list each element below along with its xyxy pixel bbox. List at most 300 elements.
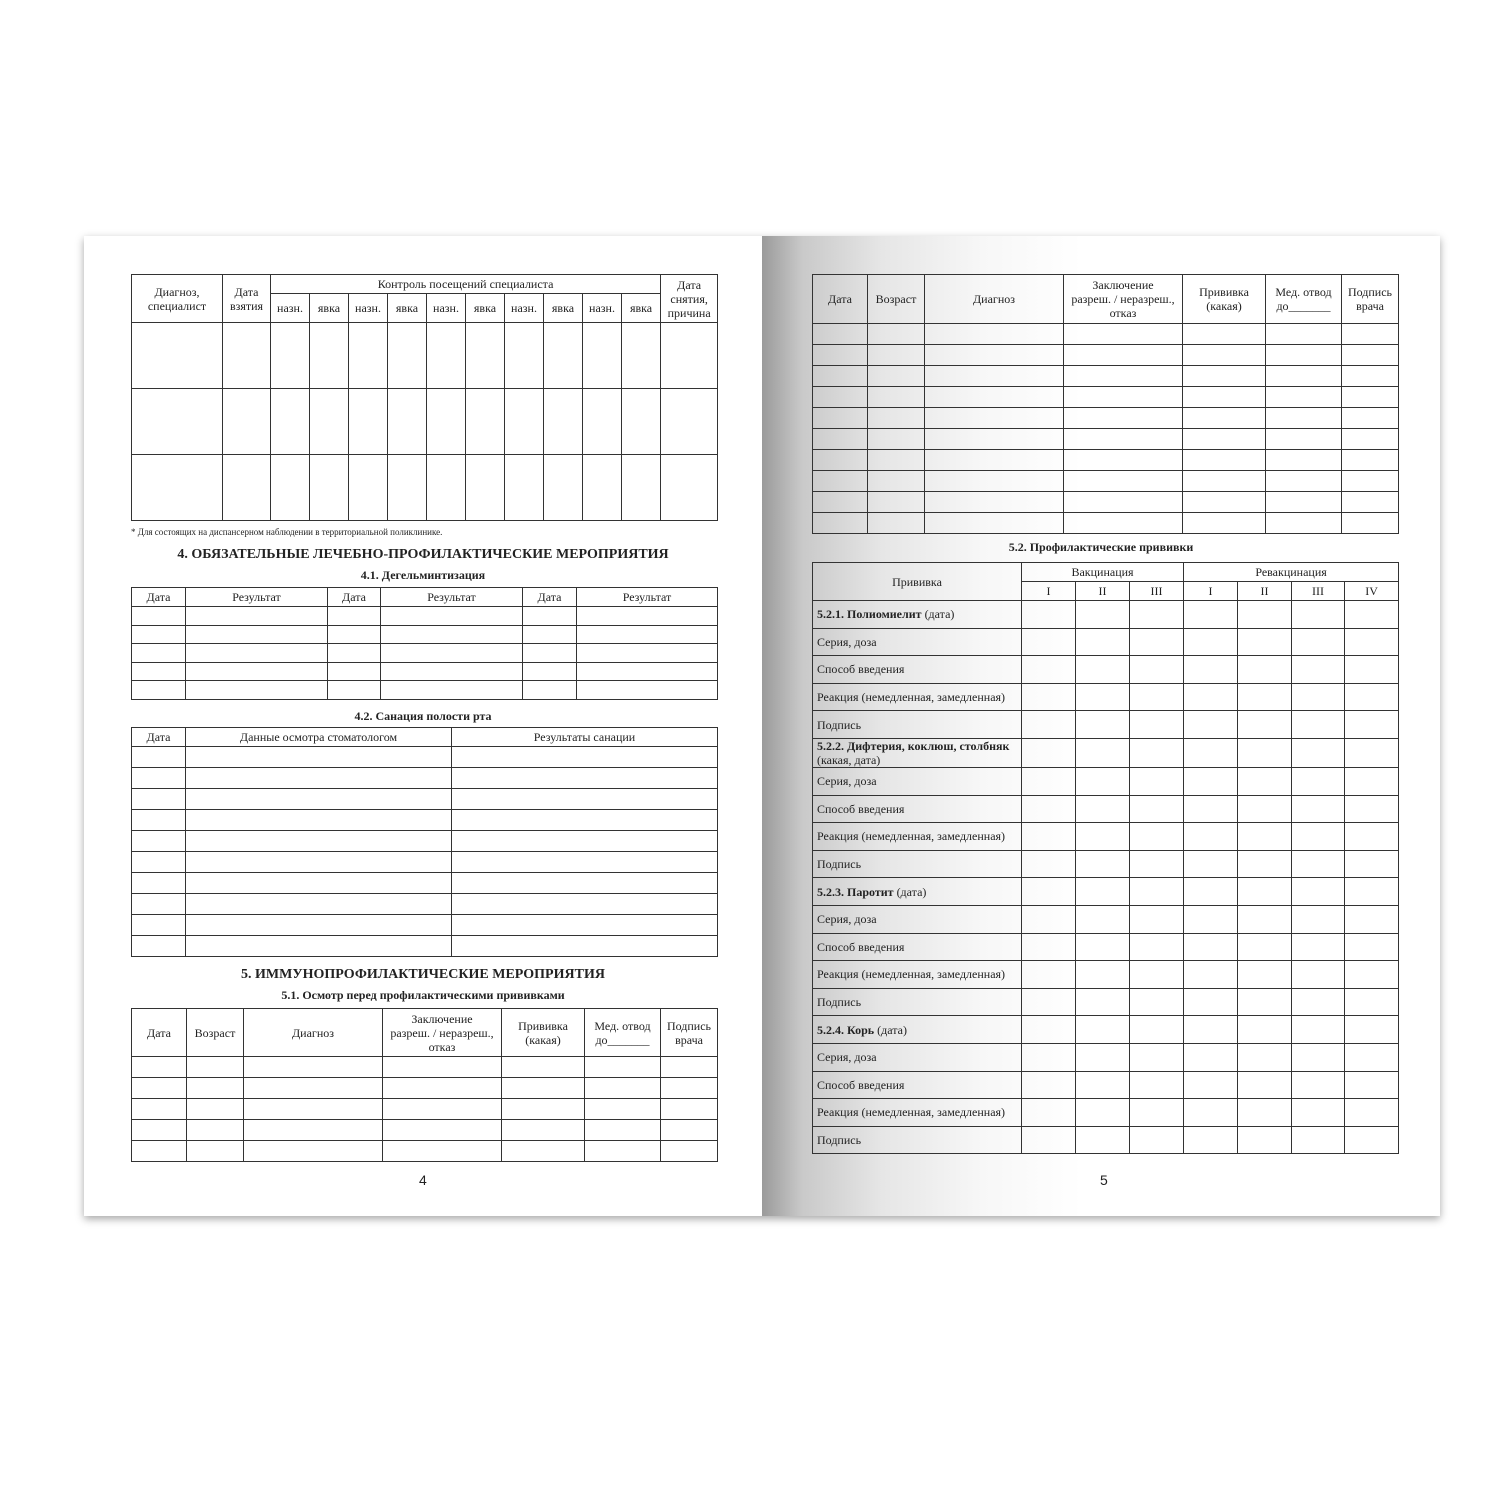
empty-cell[interactable] — [1292, 850, 1345, 878]
empty-cell[interactable] — [1342, 492, 1399, 513]
empty-cell[interactable] — [1076, 1126, 1130, 1154]
empty-cell[interactable] — [186, 607, 328, 626]
empty-cell[interactable] — [132, 1078, 187, 1099]
empty-cell[interactable] — [244, 1057, 383, 1078]
empty-cell[interactable] — [1022, 795, 1076, 823]
empty-cell[interactable] — [186, 831, 452, 852]
empty-cell[interactable] — [1076, 823, 1130, 851]
empty-cell[interactable] — [1292, 711, 1345, 739]
empty-cell[interactable] — [813, 513, 868, 534]
empty-cell[interactable] — [1345, 961, 1399, 989]
empty-cell[interactable] — [1345, 1071, 1399, 1099]
empty-cell[interactable] — [452, 894, 718, 915]
empty-cell[interactable] — [577, 681, 718, 700]
empty-cell[interactable] — [187, 1078, 244, 1099]
empty-cell[interactable] — [1266, 429, 1342, 450]
empty-cell[interactable] — [1342, 387, 1399, 408]
empty-cell[interactable] — [132, 810, 186, 831]
empty-cell[interactable] — [1345, 738, 1399, 767]
empty-cell[interactable] — [132, 852, 186, 873]
empty-cell[interactable] — [1266, 492, 1342, 513]
empty-cell[interactable] — [1345, 683, 1399, 711]
empty-cell[interactable] — [813, 450, 868, 471]
empty-cell[interactable] — [502, 1099, 585, 1120]
empty-cell[interactable] — [1130, 711, 1184, 739]
empty-cell[interactable] — [383, 1078, 502, 1099]
empty-cell[interactable] — [452, 810, 718, 831]
empty-cell[interactable] — [1064, 345, 1183, 366]
empty-cell[interactable] — [466, 389, 505, 455]
empty-cell[interactable] — [1345, 795, 1399, 823]
empty-cell[interactable] — [452, 873, 718, 894]
empty-cell[interactable] — [381, 607, 523, 626]
empty-cell[interactable] — [1342, 471, 1399, 492]
empty-cell[interactable] — [502, 1057, 585, 1078]
empty-cell[interactable] — [1130, 823, 1184, 851]
empty-cell[interactable] — [132, 894, 186, 915]
empty-cell[interactable] — [1022, 1126, 1076, 1154]
empty-cell[interactable] — [813, 366, 868, 387]
empty-cell[interactable] — [1184, 767, 1238, 795]
empty-cell[interactable] — [1292, 795, 1345, 823]
empty-cell[interactable] — [544, 455, 583, 521]
empty-cell[interactable] — [1292, 905, 1345, 933]
empty-cell[interactable] — [1064, 366, 1183, 387]
empty-cell[interactable] — [1022, 878, 1076, 906]
empty-cell[interactable] — [813, 471, 868, 492]
empty-cell[interactable] — [1292, 628, 1345, 656]
empty-cell[interactable] — [132, 323, 223, 389]
empty-cell[interactable] — [132, 1120, 187, 1141]
empty-cell[interactable] — [1022, 1043, 1076, 1071]
empty-cell[interactable] — [1022, 683, 1076, 711]
empty-cell[interactable] — [523, 625, 577, 644]
empty-cell[interactable] — [868, 450, 925, 471]
empty-cell[interactable] — [585, 1078, 661, 1099]
empty-cell[interactable] — [244, 1141, 383, 1162]
empty-cell[interactable] — [1238, 1016, 1292, 1044]
empty-cell[interactable] — [868, 513, 925, 534]
empty-cell[interactable] — [1076, 656, 1130, 684]
empty-cell[interactable] — [1130, 738, 1184, 767]
empty-cell[interactable] — [1076, 683, 1130, 711]
empty-cell[interactable] — [585, 1057, 661, 1078]
empty-cell[interactable] — [813, 345, 868, 366]
empty-cell[interactable] — [132, 662, 186, 681]
empty-cell[interactable] — [1342, 408, 1399, 429]
empty-cell[interactable] — [1238, 656, 1292, 684]
empty-cell[interactable] — [577, 625, 718, 644]
empty-cell[interactable] — [925, 408, 1064, 429]
empty-cell[interactable] — [1292, 767, 1345, 795]
empty-cell[interactable] — [1022, 933, 1076, 961]
empty-cell[interactable] — [186, 915, 452, 936]
empty-cell[interactable] — [502, 1078, 585, 1099]
empty-cell[interactable] — [1184, 988, 1238, 1016]
empty-cell[interactable] — [523, 607, 577, 626]
empty-cell[interactable] — [1022, 961, 1076, 989]
empty-cell[interactable] — [1266, 387, 1342, 408]
empty-cell[interactable] — [1130, 628, 1184, 656]
empty-cell[interactable] — [502, 1141, 585, 1162]
empty-cell[interactable] — [1266, 408, 1342, 429]
empty-cell[interactable] — [1292, 601, 1345, 629]
empty-cell[interactable] — [544, 323, 583, 389]
empty-cell[interactable] — [925, 429, 1064, 450]
empty-cell[interactable] — [1342, 450, 1399, 471]
empty-cell[interactable] — [271, 389, 310, 455]
empty-cell[interactable] — [1184, 656, 1238, 684]
empty-cell[interactable] — [523, 644, 577, 663]
empty-cell[interactable] — [381, 662, 523, 681]
empty-cell[interactable] — [1345, 850, 1399, 878]
empty-cell[interactable] — [661, 1078, 718, 1099]
empty-cell[interactable] — [1076, 878, 1130, 906]
empty-cell[interactable] — [925, 492, 1064, 513]
empty-cell[interactable] — [1292, 683, 1345, 711]
empty-cell[interactable] — [1076, 850, 1130, 878]
empty-cell[interactable] — [466, 323, 505, 389]
empty-cell[interactable] — [583, 389, 622, 455]
empty-cell[interactable] — [310, 455, 349, 521]
empty-cell[interactable] — [661, 389, 718, 455]
empty-cell[interactable] — [1238, 795, 1292, 823]
empty-cell[interactable] — [132, 644, 186, 663]
empty-cell[interactable] — [868, 324, 925, 345]
empty-cell[interactable] — [310, 323, 349, 389]
empty-cell[interactable] — [585, 1099, 661, 1120]
empty-cell[interactable] — [1064, 492, 1183, 513]
empty-cell[interactable] — [1342, 429, 1399, 450]
empty-cell[interactable] — [1184, 1016, 1238, 1044]
empty-cell[interactable] — [1022, 850, 1076, 878]
empty-cell[interactable] — [1238, 988, 1292, 1016]
empty-cell[interactable] — [1292, 1126, 1345, 1154]
empty-cell[interactable] — [1130, 1071, 1184, 1099]
empty-cell[interactable] — [1022, 823, 1076, 851]
empty-cell[interactable] — [1130, 1126, 1184, 1154]
empty-cell[interactable] — [544, 389, 583, 455]
empty-cell[interactable] — [132, 747, 186, 768]
empty-cell[interactable] — [1345, 933, 1399, 961]
empty-cell[interactable] — [925, 324, 1064, 345]
empty-cell[interactable] — [328, 681, 381, 700]
empty-cell[interactable] — [1064, 429, 1183, 450]
empty-cell[interactable] — [388, 455, 427, 521]
empty-cell[interactable] — [452, 789, 718, 810]
empty-cell[interactable] — [244, 1120, 383, 1141]
empty-cell[interactable] — [1076, 711, 1130, 739]
empty-cell[interactable] — [1183, 324, 1266, 345]
empty-cell[interactable] — [132, 1141, 187, 1162]
empty-cell[interactable] — [1266, 324, 1342, 345]
empty-cell[interactable] — [1238, 628, 1292, 656]
empty-cell[interactable] — [1238, 878, 1292, 906]
empty-cell[interactable] — [622, 455, 661, 521]
empty-cell[interactable] — [1184, 1126, 1238, 1154]
empty-cell[interactable] — [452, 852, 718, 873]
empty-cell[interactable] — [132, 625, 186, 644]
empty-cell[interactable] — [1130, 1043, 1184, 1071]
empty-cell[interactable] — [1184, 628, 1238, 656]
empty-cell[interactable] — [381, 625, 523, 644]
empty-cell[interactable] — [349, 455, 388, 521]
empty-cell[interactable] — [1076, 988, 1130, 1016]
empty-cell[interactable] — [186, 625, 328, 644]
empty-cell[interactable] — [427, 455, 466, 521]
empty-cell[interactable] — [1076, 933, 1130, 961]
empty-cell[interactable] — [585, 1141, 661, 1162]
empty-cell[interactable] — [1238, 1099, 1292, 1127]
empty-cell[interactable] — [1064, 471, 1183, 492]
empty-cell[interactable] — [328, 607, 381, 626]
empty-cell[interactable] — [1183, 345, 1266, 366]
empty-cell[interactable] — [505, 389, 544, 455]
empty-cell[interactable] — [1292, 1016, 1345, 1044]
empty-cell[interactable] — [1266, 513, 1342, 534]
empty-cell[interactable] — [1183, 513, 1266, 534]
empty-cell[interactable] — [1184, 878, 1238, 906]
empty-cell[interactable] — [1345, 878, 1399, 906]
empty-cell[interactable] — [1076, 1071, 1130, 1099]
empty-cell[interactable] — [661, 1057, 718, 1078]
empty-cell[interactable] — [187, 1057, 244, 1078]
empty-cell[interactable] — [1345, 601, 1399, 629]
empty-cell[interactable] — [1292, 988, 1345, 1016]
empty-cell[interactable] — [1076, 1016, 1130, 1044]
empty-cell[interactable] — [1238, 1071, 1292, 1099]
empty-cell[interactable] — [1183, 366, 1266, 387]
empty-cell[interactable] — [502, 1120, 585, 1141]
empty-cell[interactable] — [132, 1099, 187, 1120]
empty-cell[interactable] — [186, 936, 452, 957]
empty-cell[interactable] — [661, 1099, 718, 1120]
empty-cell[interactable] — [661, 323, 718, 389]
empty-cell[interactable] — [186, 894, 452, 915]
empty-cell[interactable] — [132, 607, 186, 626]
empty-cell[interactable] — [1292, 933, 1345, 961]
empty-cell[interactable] — [1292, 961, 1345, 989]
empty-cell[interactable] — [813, 429, 868, 450]
empty-cell[interactable] — [1238, 767, 1292, 795]
empty-cell[interactable] — [186, 789, 452, 810]
empty-cell[interactable] — [187, 1141, 244, 1162]
empty-cell[interactable] — [1076, 1099, 1130, 1127]
empty-cell[interactable] — [1130, 905, 1184, 933]
empty-cell[interactable] — [505, 455, 544, 521]
empty-cell[interactable] — [1345, 1016, 1399, 1044]
empty-cell[interactable] — [813, 324, 868, 345]
empty-cell[interactable] — [1238, 1043, 1292, 1071]
empty-cell[interactable] — [868, 366, 925, 387]
empty-cell[interactable] — [523, 662, 577, 681]
empty-cell[interactable] — [1076, 905, 1130, 933]
empty-cell[interactable] — [1342, 345, 1399, 366]
empty-cell[interactable] — [1238, 961, 1292, 989]
empty-cell[interactable] — [244, 1078, 383, 1099]
empty-cell[interactable] — [1342, 366, 1399, 387]
empty-cell[interactable] — [1022, 628, 1076, 656]
empty-cell[interactable] — [186, 644, 328, 663]
empty-cell[interactable] — [310, 389, 349, 455]
empty-cell[interactable] — [452, 747, 718, 768]
empty-cell[interactable] — [1183, 492, 1266, 513]
empty-cell[interactable] — [1184, 601, 1238, 629]
empty-cell[interactable] — [186, 810, 452, 831]
empty-cell[interactable] — [223, 455, 271, 521]
empty-cell[interactable] — [1292, 738, 1345, 767]
empty-cell[interactable] — [1130, 601, 1184, 629]
empty-cell[interactable] — [1076, 961, 1130, 989]
empty-cell[interactable] — [427, 389, 466, 455]
empty-cell[interactable] — [813, 492, 868, 513]
empty-cell[interactable] — [1292, 1043, 1345, 1071]
empty-cell[interactable] — [1238, 850, 1292, 878]
empty-cell[interactable] — [1184, 711, 1238, 739]
empty-cell[interactable] — [328, 625, 381, 644]
empty-cell[interactable] — [1345, 823, 1399, 851]
empty-cell[interactable] — [383, 1120, 502, 1141]
empty-cell[interactable] — [186, 747, 452, 768]
empty-cell[interactable] — [1183, 408, 1266, 429]
empty-cell[interactable] — [1022, 738, 1076, 767]
empty-cell[interactable] — [1064, 387, 1183, 408]
empty-cell[interactable] — [1022, 656, 1076, 684]
empty-cell[interactable] — [661, 1141, 718, 1162]
empty-cell[interactable] — [187, 1120, 244, 1141]
empty-cell[interactable] — [1184, 1071, 1238, 1099]
empty-cell[interactable] — [1238, 905, 1292, 933]
empty-cell[interactable] — [186, 681, 328, 700]
empty-cell[interactable] — [925, 450, 1064, 471]
empty-cell[interactable] — [1184, 823, 1238, 851]
empty-cell[interactable] — [186, 662, 328, 681]
empty-cell[interactable] — [1064, 513, 1183, 534]
empty-cell[interactable] — [925, 471, 1064, 492]
empty-cell[interactable] — [1130, 795, 1184, 823]
empty-cell[interactable] — [132, 936, 186, 957]
empty-cell[interactable] — [381, 644, 523, 663]
empty-cell[interactable] — [1266, 471, 1342, 492]
empty-cell[interactable] — [1130, 961, 1184, 989]
empty-cell[interactable] — [622, 389, 661, 455]
empty-cell[interactable] — [1076, 767, 1130, 795]
empty-cell[interactable] — [132, 789, 186, 810]
empty-cell[interactable] — [1238, 1126, 1292, 1154]
empty-cell[interactable] — [1022, 988, 1076, 1016]
empty-cell[interactable] — [1184, 905, 1238, 933]
empty-cell[interactable] — [583, 455, 622, 521]
empty-cell[interactable] — [328, 662, 381, 681]
empty-cell[interactable] — [383, 1057, 502, 1078]
empty-cell[interactable] — [577, 662, 718, 681]
empty-cell[interactable] — [383, 1099, 502, 1120]
empty-cell[interactable] — [1345, 1126, 1399, 1154]
empty-cell[interactable] — [1130, 933, 1184, 961]
empty-cell[interactable] — [868, 471, 925, 492]
empty-cell[interactable] — [1238, 738, 1292, 767]
empty-cell[interactable] — [223, 323, 271, 389]
empty-cell[interactable] — [868, 387, 925, 408]
empty-cell[interactable] — [1238, 823, 1292, 851]
empty-cell[interactable] — [427, 323, 466, 389]
empty-cell[interactable] — [452, 768, 718, 789]
empty-cell[interactable] — [1292, 878, 1345, 906]
empty-cell[interactable] — [868, 492, 925, 513]
empty-cell[interactable] — [1022, 767, 1076, 795]
empty-cell[interactable] — [661, 1120, 718, 1141]
empty-cell[interactable] — [925, 387, 1064, 408]
empty-cell[interactable] — [186, 852, 452, 873]
empty-cell[interactable] — [577, 607, 718, 626]
empty-cell[interactable] — [577, 644, 718, 663]
empty-cell[interactable] — [1064, 408, 1183, 429]
empty-cell[interactable] — [132, 873, 186, 894]
empty-cell[interactable] — [1022, 601, 1076, 629]
empty-cell[interactable] — [132, 768, 186, 789]
empty-cell[interactable] — [1342, 513, 1399, 534]
empty-cell[interactable] — [813, 408, 868, 429]
empty-cell[interactable] — [1292, 656, 1345, 684]
empty-cell[interactable] — [1342, 324, 1399, 345]
empty-cell[interactable] — [1183, 471, 1266, 492]
empty-cell[interactable] — [1184, 850, 1238, 878]
empty-cell[interactable] — [1345, 1043, 1399, 1071]
empty-cell[interactable] — [1064, 450, 1183, 471]
empty-cell[interactable] — [1022, 1099, 1076, 1127]
empty-cell[interactable] — [1292, 823, 1345, 851]
empty-cell[interactable] — [1292, 1099, 1345, 1127]
empty-cell[interactable] — [1345, 1099, 1399, 1127]
empty-cell[interactable] — [132, 831, 186, 852]
empty-cell[interactable] — [1238, 711, 1292, 739]
empty-cell[interactable] — [1022, 711, 1076, 739]
empty-cell[interactable] — [1076, 738, 1130, 767]
empty-cell[interactable] — [1130, 767, 1184, 795]
empty-cell[interactable] — [1184, 933, 1238, 961]
empty-cell[interactable] — [388, 323, 427, 389]
empty-cell[interactable] — [452, 915, 718, 936]
empty-cell[interactable] — [622, 323, 661, 389]
empty-cell[interactable] — [1076, 601, 1130, 629]
empty-cell[interactable] — [1345, 905, 1399, 933]
empty-cell[interactable] — [466, 455, 505, 521]
empty-cell[interactable] — [388, 389, 427, 455]
empty-cell[interactable] — [452, 831, 718, 852]
empty-cell[interactable] — [925, 345, 1064, 366]
empty-cell[interactable] — [223, 389, 271, 455]
empty-cell[interactable] — [349, 389, 388, 455]
empty-cell[interactable] — [1184, 961, 1238, 989]
empty-cell[interactable] — [349, 323, 388, 389]
empty-cell[interactable] — [1184, 1099, 1238, 1127]
empty-cell[interactable] — [271, 455, 310, 521]
empty-cell[interactable] — [1076, 795, 1130, 823]
empty-cell[interactable] — [132, 1057, 187, 1078]
empty-cell[interactable] — [1183, 387, 1266, 408]
empty-cell[interactable] — [1266, 345, 1342, 366]
empty-cell[interactable] — [132, 389, 223, 455]
empty-cell[interactable] — [186, 768, 452, 789]
empty-cell[interactable] — [1076, 1043, 1130, 1071]
empty-cell[interactable] — [1130, 683, 1184, 711]
empty-cell[interactable] — [1345, 767, 1399, 795]
empty-cell[interactable] — [1238, 933, 1292, 961]
empty-cell[interactable] — [132, 681, 186, 700]
empty-cell[interactable] — [1130, 878, 1184, 906]
empty-cell[interactable] — [868, 345, 925, 366]
empty-cell[interactable] — [1184, 795, 1238, 823]
